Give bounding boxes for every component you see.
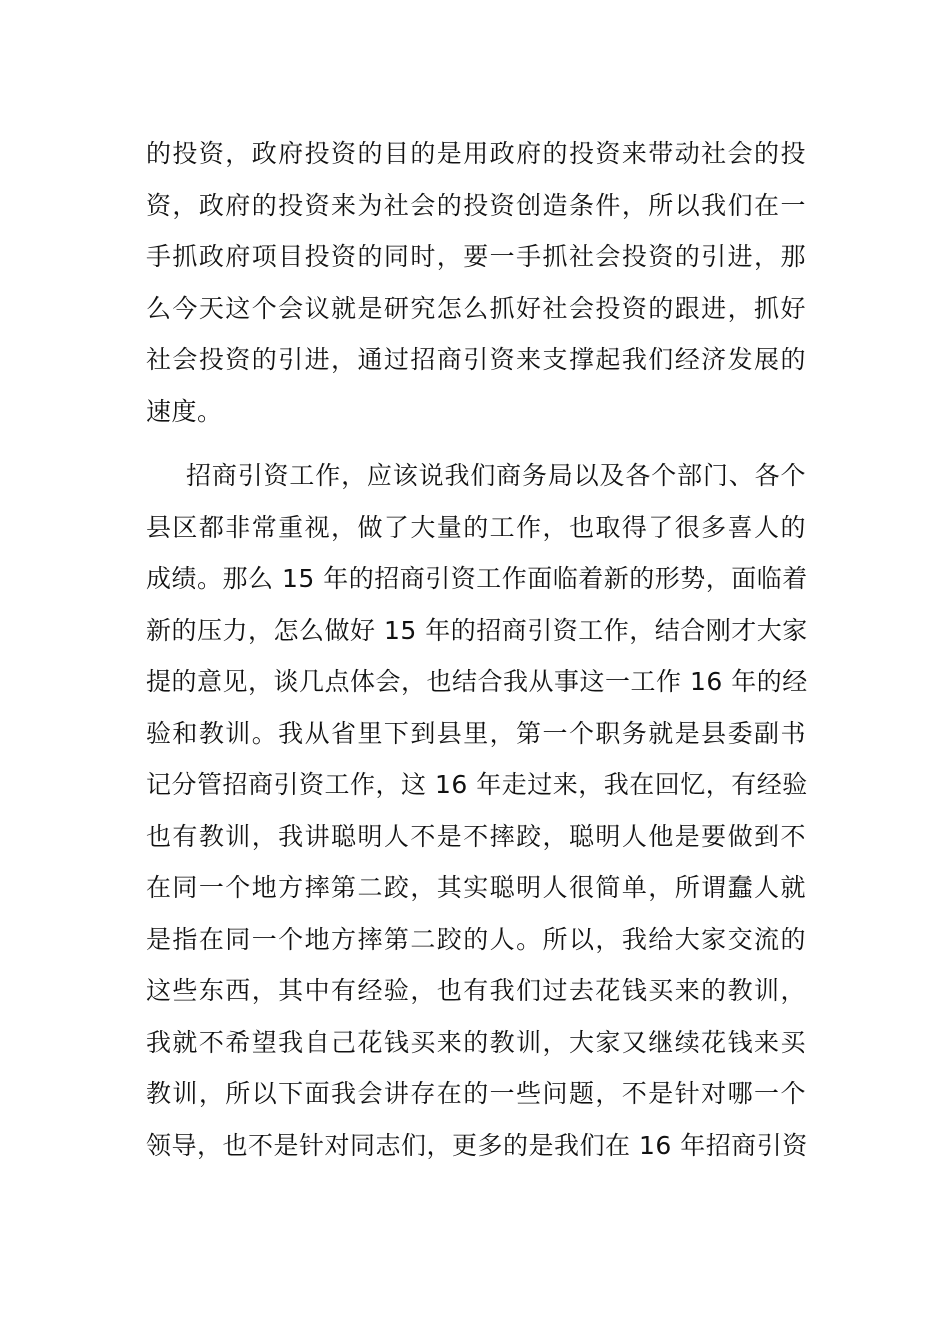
paragraph-line: 记分管招商引资工作，这 16 年走过来，我在回忆，有经验 bbox=[146, 770, 808, 799]
paragraph-line: 速度。 bbox=[146, 396, 223, 426]
paragraph-line: 领导，也不是针对同志们，更多的是我们在 16 年招商引资 bbox=[146, 1130, 808, 1160]
paragraph-line: 在同一个地方摔第二跤，其实聪明人很简单，所谓蠢人就 bbox=[146, 873, 806, 902]
paragraph-spacer bbox=[146, 437, 806, 450]
paragraph-line: 也有教训，我讲聪明人不是不摔跤，聪明人他是要做到不 bbox=[146, 821, 806, 851]
paragraph-line: 教训，所以下面我会讲存在的一些问题，不是针对哪一个 bbox=[146, 1079, 806, 1108]
paragraph-2 bbox=[146, 450, 806, 1171]
paragraph-line: 成绩。那么 15 年的招商引资工作面临着新的形势，面临着 bbox=[146, 564, 808, 593]
paragraph-line: 么今天这个会议就是研究怎么抓好社会投资的跟进，抓好 bbox=[146, 293, 806, 323]
document-body bbox=[146, 128, 806, 1171]
paragraph-1 bbox=[146, 128, 806, 437]
paragraph-line: 资，政府的投资来为社会的投资创造条件，所以我们在一 bbox=[146, 190, 806, 220]
paragraph-line: 我就不希望我自己花钱买来的教训，大家又继续花钱来买 bbox=[146, 1027, 806, 1057]
paragraph-line: 新的压力，怎么做好 15 年的招商引资工作，结合刚才大家 bbox=[146, 615, 808, 645]
paragraph-line: 县区都非常重视，做了大量的工作，也取得了很多喜人的 bbox=[146, 512, 806, 542]
paragraph-line: 的投资，政府投资的目的是用政府的投资来带动社会的投 bbox=[146, 139, 806, 168]
paragraph-line: 社会投资的引进，通过招商引资来支撑起我们经济发展的 bbox=[146, 345, 806, 374]
paragraph-line: 这些东西，其中有经验，也有我们过去花钱买来的教训， bbox=[146, 976, 806, 1005]
paragraph-line: 提的意见，谈几点体会，也结合我从事这一工作 16 年的经 bbox=[146, 667, 808, 696]
paragraph-line: 招商引资工作，应该说我们商务局以及各个部门、各个 bbox=[186, 461, 806, 490]
paragraph-line: 是指在同一个地方摔第二跤的人。所以，我给大家交流的 bbox=[146, 924, 806, 954]
paragraph-line: 手抓政府项目投资的同时，要一手抓社会投资的引进，那 bbox=[146, 242, 806, 271]
paragraph-line: 验和教训。我从省里下到县里，第一个职务就是县委副书 bbox=[146, 718, 806, 748]
